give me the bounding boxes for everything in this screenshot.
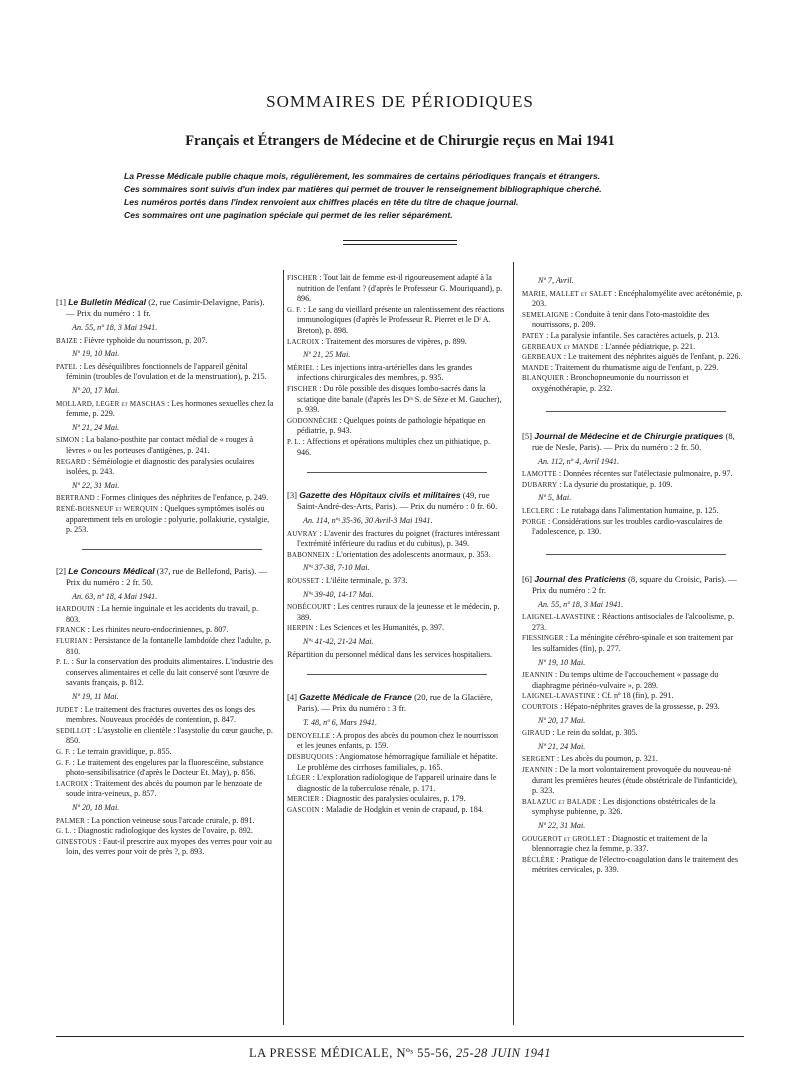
entry-title: Affections et opérations multiples chez un pithiatique, p. 946. [297, 436, 491, 457]
entry-list [56, 705, 274, 800]
entry-list [522, 612, 744, 654]
title-divider [343, 244, 457, 246]
entry-author: SEMELAIGNE [522, 310, 569, 319]
issue-heading: Nº 21, 24 Mai. [538, 741, 586, 751]
entry-author: LÉGER [287, 774, 311, 783]
entry-author: MOLLARD, LEGER et MASCHAS [56, 399, 166, 408]
entry-title: Du temps ultime de l'accouchement « passage du diaphragme périnéo-vulvaire », p. 289. [532, 670, 719, 690]
entry-author: G. F. [287, 305, 302, 314]
entry-title: Angiomatose hémorragique familiale et hépatite. Le problème des cirrhoses familiales, p. 165. [297, 752, 498, 772]
article-entry: G. L. : Diagnostic radiologique des kystes de l'ovaire, p. 892. [56, 826, 253, 836]
entry-title: A propos des abcès du poumon chez le nourrisson et les jeunes enfants, p. 159. [297, 730, 499, 751]
entry-title: Les hormones sexuelles chez la femme, p. 229. [66, 398, 274, 419]
entry-list [56, 604, 274, 689]
article-entry: FISCHER : Du rôle possible des disques lombo-sacrés dans la sciatique dite banale (d'après les Dʳˢ S. de Sèze et M. Gaucher), p. 939. [287, 383, 502, 415]
journal-name: Gazette des Hôpitaux civils et militaires [299, 490, 461, 501]
journal-number: [6] [522, 573, 533, 584]
journal-name: Journal des Praticiens [534, 573, 626, 584]
entry-title: Les centres ruraux de la jeunesse et le médecin, p. 389. [297, 602, 500, 622]
article-entry: BÉCLÈRE : Pratique de l'électro-coagulation dans le traitement des métrites cervicales, p. 339. [522, 854, 739, 875]
entry-title: Le traitement des néphrites aiguës de l'enfant, p. 226. [568, 352, 741, 362]
entry-author: DUBARRY [522, 480, 558, 489]
entry-title: Du rôle possible des disques lombo-sacrés dans la sciatique dite banale (d'après les Dʳˢ S. de Sèze et M. Gaucher), p. 939. [297, 383, 502, 415]
title-divider [343, 240, 457, 242]
entry-list [56, 816, 274, 858]
entry-title: Fièvre typhoïde du nourrisson, p. 207. [83, 335, 208, 345]
entry-author: PATEY [522, 331, 545, 340]
page-subtitle: Français et Étrangers de Médecine et de Chirurgie reçus en Mai 1941 [185, 133, 615, 149]
entry-title: L'orientation des adolescents anormaux, p. 353. [336, 549, 491, 559]
journal-number: [4] [287, 692, 298, 703]
entry-author: BAIZE [56, 336, 78, 345]
entry-author: DENOYELLE [287, 731, 331, 740]
issue-heading: An. 112, nº 4, Avril 1941. [538, 456, 620, 466]
journal-heading [522, 574, 744, 596]
entry-author: GINESTOUS [56, 837, 97, 846]
entry-author: FRANCK [56, 626, 86, 635]
article-entry: MARIE, MALLET et SALET : Encéphalomyélite avec acétonémie, p. 203. [522, 288, 743, 309]
article-entry: PORGE : Considérations sur les troubles cardio-vasculaires de l'adolescence, p. 130. [522, 516, 723, 537]
article-entry: JUDET : Le traitement des fractures ouvertes des os longs des membres. Nouveaux procédés de contention, p. 847. [56, 704, 256, 725]
article-entry: GERBEAUX : Le traitement des néphrites aiguës de l'enfant, p. 226. [522, 352, 741, 362]
entry-author: LACROIX [287, 337, 320, 346]
article-entry: BAIZE : Fièvre typhoïde du nourrisson, p. 207. [56, 335, 208, 345]
journal-heading [287, 490, 505, 512]
entry-author: SIMON [56, 436, 80, 445]
entry-title: Le sang du vieillard présente un ralentissement des réactions immunologiques (d'après le Professeur R. Pierret et le Dʳ A. Breton), p. 898. [297, 304, 505, 335]
article-entry: SIMON : La balano-posthite par contact médial de « rouges à lèvres » ou les porteuses d'antigènes, p. 241. [56, 435, 254, 455]
article-entry: LACROIX : Traitement des morsures de vipères, p. 899. [287, 336, 467, 346]
article-entry: SEDILLOT : L'asystolie en clientèle : l'asystolie du cœur gauche, p. 850. [56, 725, 273, 746]
column-1 [56, 297, 274, 858]
journal-name: Le Concours Médical [68, 565, 155, 576]
entry-title: Le traitement des fractures ouvertes des os longs des membres. Nouveaux procédés de contention, p. 847. [66, 704, 256, 725]
entry-list [287, 576, 505, 587]
entry-list [522, 834, 744, 876]
article-entry: LÉGER : L'exploration radiologique de l'appareil urinaire dans le diagnostic de la tuberculose rénale, p. 171. [287, 773, 497, 793]
entry-author: SEDILLOT [56, 726, 92, 735]
entry-author: LECLERC [522, 506, 555, 515]
article-entry: FIESSINGER : La méningite cérébro-spinale et son traitement par les sulfamides (fin), p. 277. [522, 633, 734, 654]
article-entry: P. L. : Affections et opérations multiples chez un pithiatique, p. 946. [287, 436, 491, 457]
entry-list [522, 754, 744, 818]
article-entry: DENOYELLE : A propos des abcès du poumon chez le nourrisson et les jeunes enfants, p. 159. [287, 730, 499, 751]
column-rule [283, 270, 285, 1025]
section-gap [56, 536, 274, 566]
issue-heading: Nº 7, Avril. [538, 276, 574, 285]
entry-title: Le terrain gravidique, p. 855. [76, 747, 172, 756]
entry-title: Maladie de Hodgkin et venin de crapaud, p. 184. [325, 804, 484, 814]
entry-author: JEANNIN [522, 766, 553, 774]
journal-heading [56, 566, 274, 588]
entry-title: Les injections intra-artérielles dans les grandes infections chirurgicales des membres, p. 935. [297, 362, 473, 383]
intro-line: Les numéros portés dans l'index renvoient aux chiffres placés en tête du titre de chaque journal. [124, 197, 519, 207]
journal-address: (8, square du Croisic, Paris). — Prix du numéro : 2 fr. [532, 573, 737, 595]
article-entry: MOLLARD, LEGER et MASCHAS : Les hormones sexuelles chez la femme, p. 229. [56, 398, 274, 419]
entry-author: SERGENT [522, 755, 555, 764]
entry-title: Le rein du soldat, p. 305. [556, 728, 638, 738]
article-entry: GASCOIN : Maladie de Hodgkin et venin de crapaud, p. 184. [287, 804, 484, 814]
article-entry: GERBEAUX et MANDE : L'année pédiatrique, p. 221. [522, 341, 696, 351]
entry-list [522, 289, 744, 395]
entry-title: Réactions antisociales de l'alcoolisme, p. 273. [532, 612, 735, 632]
entry-title: Les déséquilibres fonctionnels de l'appareil génital féminin (troubles de l'ovulation et de la menstruation), p. 215. [66, 361, 267, 382]
entry-title: Quelques points de pathologie hépatique en pédiatrie, p. 943. [297, 415, 486, 436]
entry-author: ROUSSET [287, 577, 320, 586]
entry-title: Pratique de l'électro-coagulation dans le traitement des métrites cervicales, p. 339. [532, 854, 739, 875]
article-entry: HARDOUIN : La hernie inguinale et les accidents du travail, p. 803. [56, 604, 259, 624]
entry-text: Répartition du personnel médical dans les services hospitaliers. [287, 649, 492, 659]
entry-author: FLURIAN [56, 637, 88, 646]
entry-author: PATEL [56, 362, 78, 371]
journal-heading [56, 297, 274, 319]
entry-title: Persistance de la fontanelle lambdoïde chez l'adulte, p. 810. [66, 636, 272, 656]
column-3 [522, 273, 744, 876]
article-entry: RENÉ-BOISNEUF et WERQUIN : Quelques symptômes isolés ou apparemment tels en urologie : polyurie, pollakiurie, cystalgie, p. 253. [56, 503, 270, 535]
issue-heading: Nºˢ 41-42, 21-24 Mai. [303, 637, 374, 647]
entry-title: Les abcès du poumon, p. 321. [561, 754, 658, 764]
issue-heading: An. 55, nº 18, 3 Mai 1941. [538, 599, 624, 609]
entry-author: NOBÉCOURT [287, 603, 332, 612]
article-entry: JEANNIN : Du temps ultime de l'accouchement « passage du diaphragme périnéo-vulvaire », p. 289. [522, 670, 719, 690]
entry-author: GASCOIN [287, 805, 320, 814]
entry-author: BERTRAND [56, 494, 95, 503]
entry-author: PALMER [56, 816, 85, 825]
column-2 [287, 273, 505, 816]
entry-list [522, 728, 744, 739]
entry-author: LAIGNEL-LAVASTINE [522, 692, 596, 701]
article-entry: REGARD : Séméiologie et diagnostic des paralysies oculaires isolées, p. 243. [56, 456, 255, 477]
entry-list [522, 469, 744, 490]
article-entry: SEMELAIGNE : Conduite à tenir dans l'oto-mastoïdite des nourrissons, p. 209. [522, 309, 710, 330]
issue-heading: Nº 20, 18 Mai. [72, 802, 120, 812]
article-entry: FRANCK : Les rhinites neuro-endocriniennes, p. 807. [56, 625, 229, 635]
entry-author: BALAZUC et BALADE [522, 797, 597, 806]
entry-title: Les rhinites neuro-endocriniennes, p. 807. [91, 625, 229, 635]
entry-title: Cf. nº 18 (fin), p. 291. [601, 691, 674, 701]
entry-list [287, 731, 505, 816]
entry-title: Encéphalomyélite avec acétonémie, p. 203. [532, 288, 743, 309]
entry-author: G. F. [56, 758, 71, 767]
article-entry: G. F. : Le terrain gravidique, p. 855. [56, 747, 172, 756]
article-entry: NOBÉCOURT : Les centres ruraux de la jeunesse et le médecin, p. 389. [287, 602, 500, 622]
entry-author: GERBEAUX [522, 353, 562, 362]
entry-author: LACROIX [56, 779, 89, 788]
section-gap [287, 458, 505, 490]
entry-author: P. L. [56, 658, 70, 667]
article-entry: LAIGNEL-LAVASTINE : Cf. nº 18 (fin), p. 291. [522, 691, 674, 701]
entry-title: Formes cliniques des néphrites de l'enfance, p. 249. [101, 493, 269, 503]
entry-title: La méningite cérébro-spinale et son traitement par les sulfamides (fin), p. 277. [532, 633, 734, 654]
entry-author: HARDOUIN [56, 605, 95, 614]
article-entry: AUVRAY : L'avenir des fractures du poignet (fractures intéressant l'extrémité inférieure du radius et du cubitus), p. 349. [287, 528, 500, 549]
entry-author: G. F. [56, 748, 71, 756]
entry-list [287, 273, 505, 347]
intro-notice [124, 170, 684, 222]
entry-title: Considérations sur les troubles cardio-vasculaires de l'adolescence, p. 130. [532, 516, 723, 537]
entry-list [287, 529, 505, 561]
journal-address: (20, rue de la Glacière, Paris). — Prix du numéro : 3 fr. [297, 692, 493, 714]
issue-heading: Nº 19, 10 Mai. [72, 349, 120, 359]
entry-author: COURTOIS [522, 703, 559, 712]
article-entry: MÉRIEL : Les injections intra-artérielles dans les grandes infections chirurgicales des membres, p. 935. [287, 362, 473, 383]
article-entry: PALMER : La ponction veineuse sous l'arcade crurale, p. 891. [56, 815, 255, 825]
article-entry: ROUSSET : L'iléite terminale, p. 373. [287, 576, 408, 586]
issue-heading: Nº 21, 25 Mai. [303, 350, 351, 360]
entry-author: GERBEAUX et MANDE [522, 342, 599, 351]
entry-title: Diagnostic et traitement de la blennorragie chez la femme, p. 337. [532, 833, 708, 854]
entry-title: Tout lait de femme est-il rigoureusement adapté à la nutrition de l'enfant ? (d'après le Professeur G. Mouriquand), p. 896. [297, 273, 503, 304]
entry-title: Bronchopneumonie du nourrisson et oxygénothérapie, p. 232. [532, 373, 689, 393]
entry-title: L'année pédiatrique, p. 221. [605, 341, 696, 351]
entry-list [56, 362, 274, 383]
entry-title: La paralysie infantile. Ses caractères actuels, p. 213. [550, 330, 720, 340]
entry-author: MANDE [522, 363, 549, 372]
entry-list [56, 336, 274, 347]
entry-author: MÉRIEL [287, 363, 315, 372]
article-entry: DESBUQUOIS : Angiomatose hémorragique familiale et hépatite. Le problème des cirrhoses familiales, p. 165. [287, 752, 498, 772]
entry-author: PORGE [522, 517, 546, 526]
journal-number: [3] [287, 490, 298, 501]
entry-author: REGARD [56, 457, 86, 466]
journal-address: (8, rue de Nesle, Paris). — Prix du numéro : 2 fr. 50. [532, 430, 735, 452]
entry-title: Données récentes sur l'atélectasie pulmonaire, p. 97. [563, 469, 733, 479]
intro-line: Ces sommaires sont suivis d'un index par matières qui permet de trouver le renseignement bibliographique cherché. [124, 184, 602, 194]
journal-address: (37, rue de Bellefond, Paris). — Prix du numéro : 2 fr. 50. [66, 565, 268, 587]
entry-title: Faut-il prescrire aux myopes des verres pour voir au loin, des verres pour voir de près ?, p. 893. [66, 836, 272, 857]
article-entry: FISCHER : Tout lait de femme est-il rigoureusement adapté à la nutrition de l'enfant ? (d'après le Professeur G. Mouriquand), p. 896. [287, 273, 503, 304]
intro-line: Ces sommaires ont une pagination spéciale qui permet de les relier séparément. [124, 210, 453, 220]
entry-author: RENÉ-BOISNEUF et WERQUIN [56, 504, 159, 513]
article-entry: GODONNÈCHE : Quelques points de pathologie hépatique en pédiatrie, p. 943. [287, 415, 486, 436]
entry-title: De la mort volontairement provoquée du nouveau-né durant les premières heures (étude obstétricale de l'infanticide), p. 323. [532, 765, 738, 796]
entry-author: AUVRAY [287, 529, 318, 538]
entry-title: Traitement du rhumatisme aigu de l'enfant, p. 229. [554, 362, 719, 372]
footer [0, 1046, 800, 1061]
issue-heading: An. 114, nºˢ 35-36, 30 Avril-3 Mai 1941. [303, 516, 433, 526]
entry-author: LAIGNEL-LAVASTINE [522, 613, 596, 622]
article-entry: P. L. : Sur la conservation des produits alimentaires. L'industrie des conserves alimentaires et celle du lait conservé sont l'œuvre de savants français, p. 812. [56, 657, 273, 688]
entry-title: Le rutabaga dans l'alimentation humaine, p. 125. [560, 505, 719, 515]
entry-title: L'avenir des fractures du poignet (fractures intéressant l'extrémité inférieure du radius et du cubitus), p. 349. [297, 528, 500, 549]
entry-title: La balano-posthite par contact médial de « rouges à lèvres » ou les porteuses d'antigènes, p. 241. [66, 435, 254, 455]
footer-date: 25-28 JUIN 1941 [456, 1046, 552, 1060]
article-entry: G. F. : Le traitement des engelures par la fluorescéine, substance photo-sensibilisatrice (d'après le Docteur Et. May), p. 856. [56, 757, 264, 778]
issue-heading: Nº 19, 11 Mai. [72, 692, 119, 702]
entry-title: Séméiologie et diagnostic des paralysies oculaires isolées, p. 243. [66, 456, 255, 477]
entry-title: L'iléite terminale, p. 373. [325, 576, 408, 586]
journal-address: (2, rue Casimir-Delavigne, Paris). — Prix du numéro : 1 fr. [66, 297, 265, 318]
entry-author: GODONNÈCHE [287, 416, 338, 425]
journal-number: [5] [522, 430, 533, 441]
entry-author: BLANQUIER [522, 374, 565, 383]
entry-title: Sur la conservation des produits alimentaires. L'industrie des conserves alimentaires et celle du lait conservé sont l'œuvre de savants français, p. 812. [66, 657, 273, 688]
article-entry: GIRAUD : Le rein du soldat, p. 305. [522, 728, 638, 738]
entry-list [56, 435, 274, 477]
entry-title: La dysurie du prostatique, p. 109. [563, 479, 673, 489]
journal-name: Gazette Médicale de France [299, 692, 412, 703]
article-entry: HERPIN : Les Sciences et les Humanités, p. 397. [287, 623, 445, 633]
entry-author: BABONNEIX [287, 550, 331, 559]
article-entry: JEANNIN : De la mort volontairement provoquée du nouveau-né durant les premières heures (étude obstétricale de l'infanticide), p. 323. [522, 765, 738, 796]
article-entry: G. F. : Le sang du vieillard présente un ralentissement des réactions immunologiques (d'après le Professeur R. Pierret et le Dʳ A. Breton), p. 898. [287, 304, 505, 335]
issue-heading: Nº 19, 10 Mai. [538, 657, 586, 667]
entry-title: Le traitement des engelures par la fluorescéine, substance photo-sensibilisatrice (d'après le Docteur Et. May), p. 856. [66, 757, 264, 778]
article-entry: PATEY : La paralysie infantile. Ses caractères actuels, p. 213. [522, 330, 720, 340]
article-entry: SERGENT : Les abcès du poumon, p. 321. [522, 754, 658, 764]
article-entry: FLURIAN : Persistance de la fontanelle lambdoïde chez l'adulte, p. 810. [56, 636, 272, 656]
entry-title: Diagnostic radiologique des kystes de l'ovaire, p. 892. [77, 826, 253, 836]
entry-title: L'asystolie en clientèle : l'asystolie du cœur gauche, p. 850. [66, 725, 273, 746]
entry-author: DESBUQUOIS [287, 753, 334, 761]
entry-list [56, 493, 274, 535]
entry-title: Traitement des abcès du poumon par le benzoate de soude intra-veineux, p. 857. [66, 778, 263, 799]
entry-title: La ponction veineuse sous l'arcade crurale, p. 891. [91, 815, 255, 825]
entry-author: BÉCLÈRE [522, 855, 555, 864]
journal-heading [287, 692, 505, 714]
entry-list [287, 363, 505, 458]
article-entry: COURTOIS : Hépato-néphrites graves de la grossesse, p. 293. [522, 702, 720, 712]
entry-title: Conduite à tenir dans l'oto-mastoïdite des nourrissons, p. 209. [532, 309, 710, 330]
column-rule [513, 262, 515, 1025]
entry-author: LAMOTTE [522, 470, 557, 479]
article-entry: BERTRAND : Formes cliniques des néphrites de l'enfance, p. 249. [56, 493, 269, 503]
section-gap [522, 538, 744, 574]
journal-number: [1] [56, 297, 67, 307]
page-title: SOMMAIRES DE PÉRIODIQUES [266, 92, 534, 111]
entry-author: FIESSINGER [522, 634, 564, 643]
journal-heading [522, 431, 744, 453]
entry-author: FISCHER [287, 274, 318, 282]
entry-title: L'exploration radiologique de l'appareil urinaire dans le diagnostic de la tuberculose rénale, p. 171. [297, 773, 497, 793]
section-gap [287, 660, 505, 692]
article-entry: LECLERC : Le rutabaga dans l'alimentation humaine, p. 125. [522, 505, 719, 515]
article-entry: LAIGNEL-LAVASTINE : Réactions antisociales de l'alcoolisme, p. 273. [522, 612, 735, 632]
entry-author: HERPIN [287, 624, 314, 633]
entry-author: GIRAUD [522, 729, 551, 738]
entry-list [522, 506, 744, 538]
entry-list [56, 399, 274, 420]
issue-heading: An. 63, nº 18, 4 Mai 1941. [72, 591, 158, 601]
footer-rule [56, 1036, 744, 1038]
entry-title: Les Sciences et les Humanités, p. 397. [319, 623, 445, 633]
issue-heading: An. 55, nº 18, 3 Mai 1941. [72, 323, 158, 332]
entry-title: Quelques symptômes isolés ou apparemment tels en urologie : polyurie, pollakiurie, cystalgie, p. 253. [66, 503, 270, 535]
entry-list [522, 670, 744, 712]
article-entry: BALAZUC et BALADE : Les disjonctions obstétricales de la symphyse pubienne, p. 326. [522, 796, 716, 817]
issue-heading: Nº 22, 31 Mai. [72, 480, 120, 490]
article-entry: PATEL : Les déséquilibres fonctionnels de l'appareil génital féminin (troubles de l'ovulation et de la menstruation), p. 215. [56, 361, 267, 382]
article-entry: MERCIER : Diagnostic des paralysies oculaires, p. 179. [287, 794, 466, 804]
issue-heading: Nºˢ 37-38, 7-10 Mai. [303, 563, 370, 573]
issue-heading: Nºˢ 39-40, 14-17 Mai. [303, 589, 374, 599]
article-entry: MANDE : Traitement du rhumatisme aigu de l'enfant, p. 229. [522, 362, 719, 372]
article-entry: GINESTOUS : Faut-il prescrire aux myopes des verres pour voir au loin, des verres pour voir de près ?, p. 893. [56, 836, 272, 857]
issue-heading: Nº 21, 24 Mai. [72, 422, 120, 432]
entry-title: Traitement des morsures de vipères, p. 899. [325, 336, 467, 346]
entry-title: Les disjonctions obstétricales de la symphyse pubienne, p. 326. [532, 796, 716, 817]
entry-author: MERCIER [287, 795, 320, 804]
article-entry: GOUGEROT et GROLLET : Diagnostic et traitement de la blennorragie chez la femme, p. 337. [522, 833, 708, 854]
article-entry: BABONNEIX : L'orientation des adolescents anormaux, p. 353. [287, 549, 491, 559]
journal-address: (49, rue Saint-André-des-Arts, Paris). — Prix du numéro : 0 fr. 60. [297, 490, 498, 512]
footer-journal: LA PRESSE MÉDICALE, Nºˢ 55-56, [248, 1046, 453, 1060]
entry-author: P. L. [287, 437, 301, 446]
journal-number: [2] [56, 565, 67, 576]
issue-heading: T. 48, nº 6, Mars 1941. [303, 718, 378, 728]
section-gap [522, 395, 744, 431]
entry-title: Hépato-néphrites graves de la grossesse, p. 293. [564, 702, 720, 712]
issue-heading: Nº 20, 17 Mai. [72, 385, 120, 395]
entry-list [287, 602, 505, 634]
issue-heading: Nº 5, Mai. [538, 493, 572, 503]
issue-heading: Nº 22, 31 Mai. [538, 820, 586, 830]
entry-author: GOUGEROT et GROLLET [522, 834, 606, 843]
intro-line: La Presse Médicale publie chaque mois, régulièrement, les sommaires de certains périodiques français et étrangers. [124, 171, 601, 181]
issue-heading: Nº 20, 17 Mai. [538, 715, 586, 725]
article-entry: BLANQUIER : Bronchopneumonie du nourrisson et oxygénothérapie, p. 232. [522, 373, 689, 393]
entry-author: G. L. [56, 827, 72, 836]
entry-title: Diagnostic des paralysies oculaires, p. 179. [325, 794, 466, 804]
entry-author: JUDET [56, 705, 79, 714]
entry-author: MARIE, MALLET et SALET [522, 289, 613, 298]
entry-author: FISCHER [287, 384, 318, 393]
entry-author: JEANNIN [522, 671, 553, 680]
journal-name: Journal de Médecine et de Chirurgie pratiques [534, 430, 724, 441]
entry-title: La hernie inguinale et les accidents du travail, p. 803. [66, 604, 259, 624]
article-entry: LAMOTTE : Données récentes sur l'atélectasie pulmonaire, p. 97. [522, 469, 733, 479]
article-entry: DUBARRY : La dysurie du prostatique, p. 109. [522, 479, 673, 489]
journal-name: Le Bulletin Médical [68, 297, 147, 307]
article-entry: LACROIX : Traitement des abcès du poumon par le benzoate de soude intra-veineux, p. 857. [56, 778, 263, 799]
